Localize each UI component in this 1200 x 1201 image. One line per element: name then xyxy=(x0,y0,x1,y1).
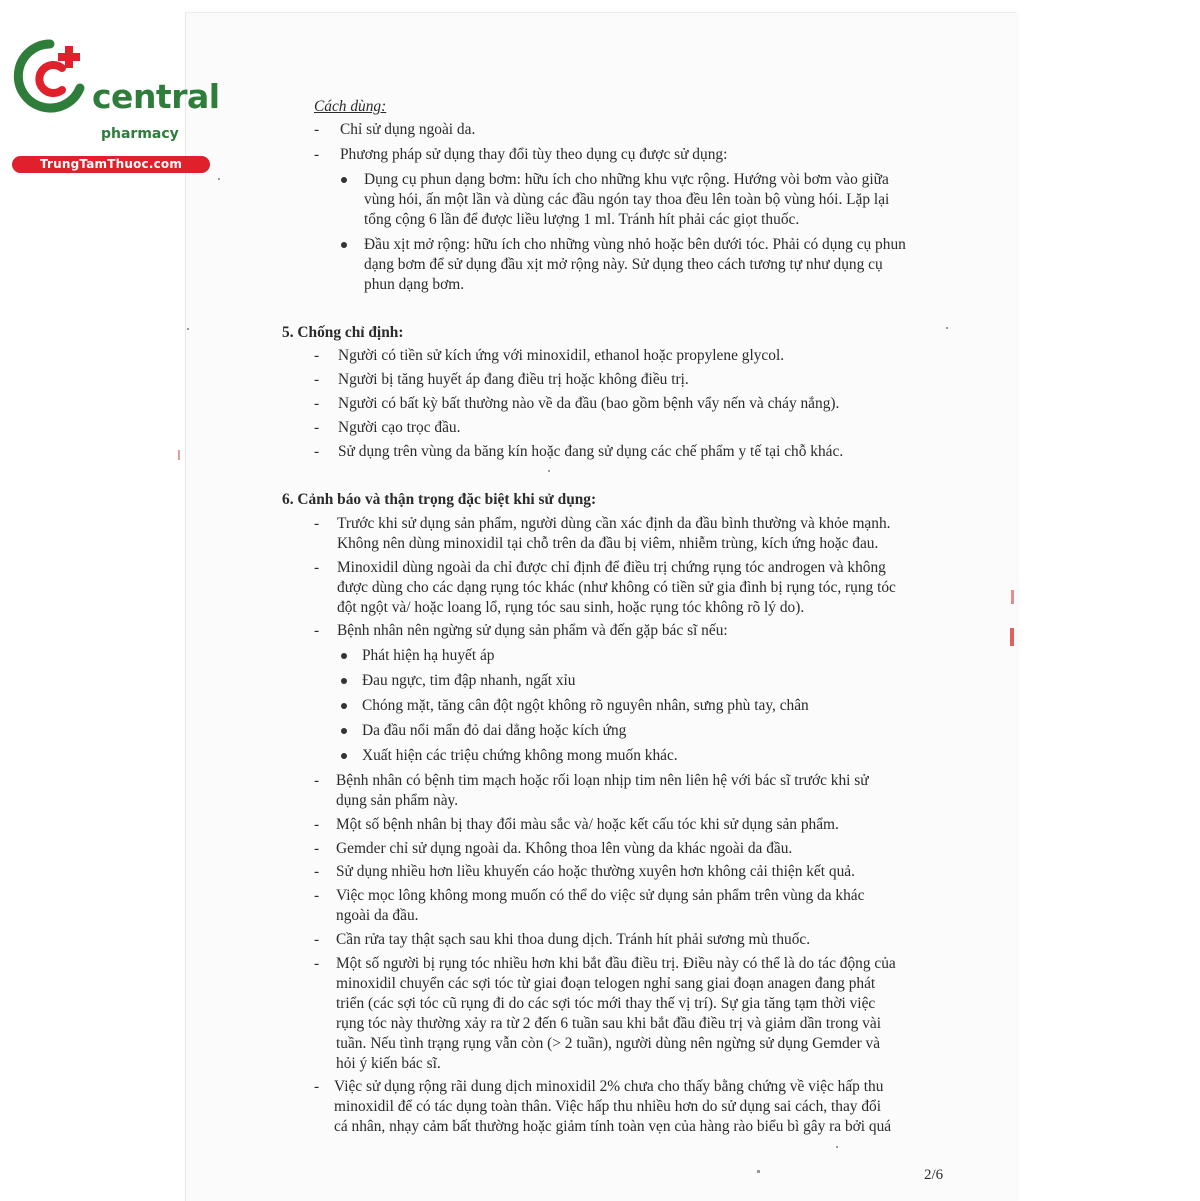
scan-speck xyxy=(1011,590,1014,604)
list-item: Chỉ sử dụng ngoài da. xyxy=(340,121,476,138)
bullet-icon xyxy=(341,703,347,709)
bullet-text: dạng bơm để sử dụng đầu xịt mở rộng này. Sử dụng theo cách tương tự như dụng cụ xyxy=(364,256,883,273)
list-item: Người có tiền sử kích ứng với minoxidil, ethanol hoặc propylene glycol. xyxy=(338,347,785,364)
list-dash: - xyxy=(314,395,320,412)
scan-speck xyxy=(946,327,948,329)
list-item: Việc sử dụng rộng rãi dung dịch minoxidil 2% chưa cho thấy bằng chứng về việc hấp thu xyxy=(334,1078,884,1095)
list-dash: - xyxy=(314,419,320,436)
list-dash: - xyxy=(314,1078,320,1095)
list-item-continued: triển (các sợi tóc cũ rụng đi do các sợi tóc mới thay thế vị trí). Sự gia tăng tạm thời việc xyxy=(336,995,876,1012)
bullet-text: Phát hiện hạ huyết áp xyxy=(362,647,495,664)
list-dash: - xyxy=(314,559,320,576)
usage-heading: Cách dùng: xyxy=(314,98,387,115)
scan-speck xyxy=(218,178,220,180)
list-item: Phương pháp sử dụng thay đổi tùy theo dụng cụ được sử dụng: xyxy=(340,146,728,163)
bullet-text: Đầu xịt mở rộng: hữu ích cho những vùng nhỏ hoặc bên dưới tóc. Phải có dụng cụ phun xyxy=(364,236,906,253)
list-item: Bệnh nhân nên ngừng sử dụng sản phẩm và đến gặp bác sĩ nếu: xyxy=(337,622,728,639)
list-item-continued: cá nhân, nhạy cảm bất thường hoặc giảm tính toàn vẹn của hàng rào biểu bì gây ra bởi quá xyxy=(334,1118,892,1135)
list-item-continued: ngoài da đầu. xyxy=(336,907,419,924)
bullet-text: phun dạng bơm. xyxy=(364,276,465,293)
page-number: 2/6 xyxy=(924,1167,944,1183)
bullet-text: tổng cộng 6 lần để được liều lượng 1 ml. Tránh hít phải các giọt thuốc. xyxy=(364,211,800,228)
scan-speck xyxy=(836,1146,838,1148)
bullet-text: Da đầu nổi mẩn đỏ dai dẳng hoặc kích ứng xyxy=(362,722,627,739)
list-item: Minoxidil dùng ngoài da chỉ được chỉ định để điều trị chứng rụng tóc androgen và không xyxy=(337,559,886,576)
list-dash: - xyxy=(314,863,320,880)
list-item-continued: Không nên dùng minoxidil tại chỗ trên da đầu bị viêm, nhiễm trùng, kích ứng hoặc đau. xyxy=(337,535,879,552)
list-dash: - xyxy=(314,840,320,857)
list-dash: - xyxy=(314,887,320,904)
list-dash: - xyxy=(314,622,320,639)
list-item: Một số bệnh nhân bị thay đổi màu sắc và/ hoặc kết cấu tóc khi sử dụng sản phẩm. xyxy=(336,816,839,833)
list-item-continued: dụng sản phẩm này. xyxy=(336,792,459,809)
list-dash: - xyxy=(314,816,320,833)
logo-subtitle: pharmacy xyxy=(101,126,179,142)
list-dash: - xyxy=(314,931,320,948)
list-item: Gemder chỉ sử dụng ngoài da. Không thoa lên vùng da khác ngoài da đầu. xyxy=(336,840,793,857)
list-item: Cần rửa tay thật sạch sau khi thoa dung dịch. Tránh hít phải sương mù thuốc. xyxy=(336,931,811,948)
list-dash: - xyxy=(314,121,320,138)
list-item: Người có bất kỳ bất thường nào về da đầu (bao gồm bệnh vẩy nến và cháy nắng). xyxy=(338,395,840,412)
section-5-heading: 5. Chống chỉ định: xyxy=(282,324,404,341)
list-dash: - xyxy=(314,772,320,789)
scan-speck xyxy=(178,450,180,460)
list-item-continued: minoxidil chuyển các sợi tóc từ giai đoạn telogen nghỉ sang giai đoạn anagen đang phát xyxy=(336,975,876,992)
bullet-icon xyxy=(341,653,347,659)
logo-website: TrungTamThuoc.com xyxy=(12,156,210,173)
list-dash: - xyxy=(314,371,320,388)
scan-speck xyxy=(187,328,189,330)
list-item: Bệnh nhân có bệnh tim mạch hoặc rối loạn nhịp tim nên liên hệ với bác sĩ trước khi sử xyxy=(336,772,869,789)
list-item: Người bị tăng huyết áp đang điều trị hoặc không điều trị. xyxy=(338,371,689,388)
list-dash: - xyxy=(314,515,320,532)
bullet-icon xyxy=(341,728,347,734)
scan-speck xyxy=(548,470,550,472)
bullet-icon xyxy=(341,177,347,183)
bullet-text: Dụng cụ phun dạng bơm: hữu ích cho những khu vực rộng. Hướng vòi bơm vào giữa xyxy=(364,171,889,188)
list-dash: - xyxy=(314,443,320,460)
list-item-continued: hỏi ý kiến bác sĩ. xyxy=(336,1055,441,1072)
list-item-continued: tuần. Nếu tình trạng rụng vẫn còn (> 2 tuần), người dùng nên ngừng sử dụng Gemder và xyxy=(336,1035,881,1052)
list-dash: - xyxy=(314,146,320,163)
list-item-continued: được dùng cho các dạng rụng tóc khác (như không có tiền sử gia đình bị rụng tóc, rụng tóc xyxy=(337,579,896,596)
logo-brand: central xyxy=(92,77,220,116)
list-item-continued: đột ngột và/ hoặc loang lổ, rụng tóc sau sinh, hoặc rụng tóc không rõ lý do). xyxy=(337,599,805,616)
bullet-icon xyxy=(341,678,347,684)
list-dash: - xyxy=(314,955,320,972)
bullet-icon xyxy=(341,242,347,248)
list-item-continued: minoxidil để có tác dụng toàn thân. Việc hấp thu nhiều hơn do sử dụng sai cách, thay đổi xyxy=(334,1098,881,1115)
list-item: Một số người bị rụng tóc nhiều hơn khi bắt đầu điều trị. Điều này có thể là do tác động của xyxy=(336,955,896,972)
scan-speck xyxy=(757,1170,760,1173)
bullet-text: vùng hói, ấn một lần và dùng các đầu ngón tay thoa đều lên toàn bộ vùng hói. Lặp lại xyxy=(364,191,890,208)
section-6-heading: 6. Cảnh báo và thận trọng đặc biệt khi sử dụng: xyxy=(282,491,597,508)
list-item: Việc mọc lông không mong muốn có thể do việc sử dụng sản phẩm trên vùng da khác xyxy=(336,887,865,904)
bullet-text: Chóng mặt, tăng cân đột ngột không rõ nguyên nhân, sưng phù tay, chân xyxy=(362,697,809,714)
bullet-text: Xuất hiện các triệu chứng không mong muốn khác. xyxy=(362,747,678,764)
list-item: Sử dụng nhiều hơn liều khuyến cáo hoặc thường xuyên hơn không cải thiện kết quả. xyxy=(336,863,855,880)
scan-speck xyxy=(1010,628,1014,646)
bullet-text: Đau ngực, tim đập nhanh, ngất xỉu xyxy=(362,672,576,689)
list-item: Sử dụng trên vùng da băng kín hoặc đang sử dụng các chế phẩm y tế tại chỗ khác. xyxy=(338,443,844,460)
bullet-icon xyxy=(341,753,347,759)
list-item: Người cạo trọc đầu. xyxy=(338,419,461,436)
list-item-continued: rụng tóc này thường xảy ra từ 2 đến 6 tuần sau khi bắt đầu điều trị và giảm dần trong vài xyxy=(336,1015,881,1032)
list-dash: - xyxy=(314,347,320,364)
list-item: Trước khi sử dụng sản phẩm, người dùng cần xác định da đầu bình thường và khỏe mạnh. xyxy=(337,515,891,532)
